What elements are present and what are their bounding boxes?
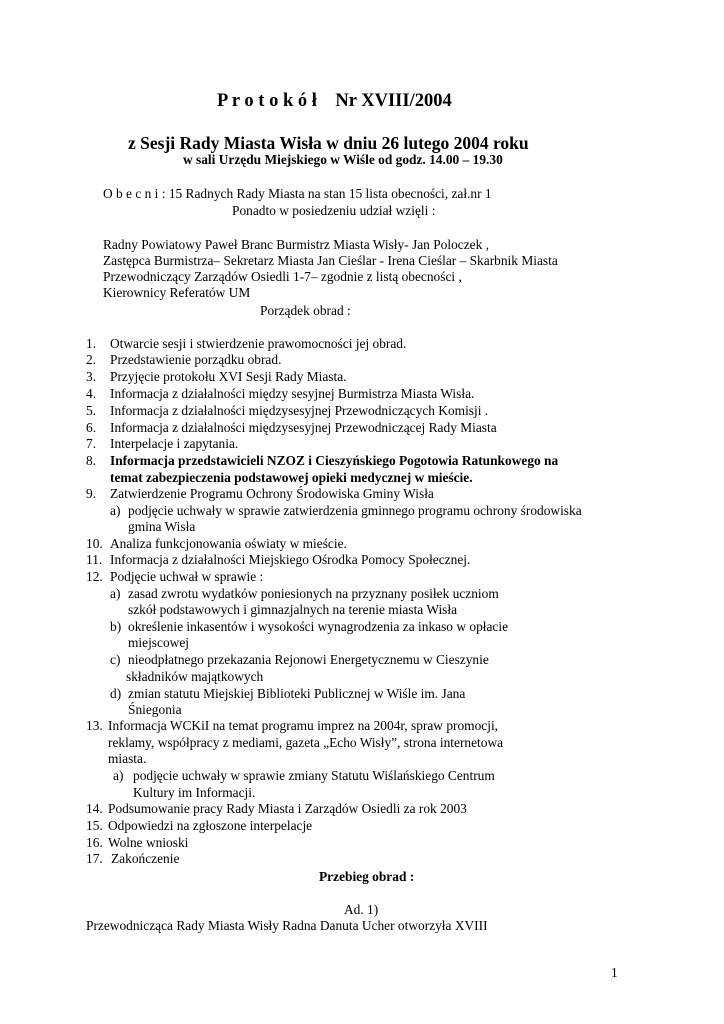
item-number: 7. <box>86 436 97 451</box>
document-title <box>217 90 452 112</box>
item-text: Informacja z działalności między sesyjnej Burmistrza Miasta Wisła. <box>110 386 475 401</box>
attendance-also: Ponadto w posiedzeniu udział wzięli : <box>232 203 436 218</box>
item-number: 1. <box>86 336 97 351</box>
item-text-continued: reklamy, współpracy z mediami, gazeta „Echo Wisły”, strona internetowa <box>108 735 504 750</box>
item-text: zasad zwrotu wydatków poniesionych na przyznany posiłek uczniom <box>128 586 499 601</box>
item-number: 9. <box>86 486 97 501</box>
item-number: 6. <box>86 420 97 435</box>
item-text: Odpowiedzi na zgłoszone interpelacje <box>108 818 313 833</box>
guest-line: Kierownicy Referatów UM <box>103 285 251 300</box>
page-number: 1 <box>611 965 618 980</box>
item-text-continued: Śniegonia <box>128 702 182 717</box>
item-number: 3. <box>86 369 97 384</box>
proceedings-text: Przewodnicząca Rady Miasta Wisły Radna Danuta Ucher otworzyła XVIII <box>86 918 488 933</box>
item-number: 12. <box>86 569 103 584</box>
item-number: c) <box>110 652 121 667</box>
item-text-continued: składników majątkowych <box>126 669 264 684</box>
item-text-continued: miejscowej <box>128 635 189 650</box>
item-text: Podjęcie uchwał w sprawie : <box>110 569 264 584</box>
attendance-present: O b e c n i : 15 Radnych Rady Miasta na stan 15 lista obecności, zał.nr 1 <box>103 186 492 201</box>
item-number: 13. <box>86 718 103 733</box>
item-number: a) <box>113 768 124 783</box>
item-text: Zakończenie <box>111 851 180 866</box>
item-text: nieodpłatnego przekazania Rejonowi Energetycznemu w Cieszynie <box>128 652 489 667</box>
guest-line: Zastępca Burmistrza– Sekretarz Miasta Jan Cieślar - Irena Cieślar – Skarbnik Miasta <box>103 253 558 268</box>
guest-line: Przewodniczący Zarządów Osiedli 1-7– zgodnie z listą obecności , <box>103 269 462 284</box>
item-number: 16. <box>86 835 103 850</box>
item-text-continued: temat zabezpieczenia podstawowej opieki medycznej w mieście. <box>110 470 473 485</box>
ad-label: Ad. 1) <box>344 902 379 917</box>
item-text-continued: Kultury im Informacji. <box>133 785 256 800</box>
item-text: Zatwierdzenie Programu Ochrony Środowiska Gminy Wisła <box>110 486 434 501</box>
item-text: Informacja z działalności międzysesyjnej Przewodniczącej Rady Miasta <box>110 420 497 435</box>
item-text: określenie inkasentów i wysokości wynagrodzenia za inkaso w opłacie <box>128 619 509 634</box>
item-number: 14. <box>86 801 103 816</box>
item-number: a) <box>110 503 121 518</box>
item-text: Interpelacje i zapytania. <box>110 436 239 451</box>
item-number: d) <box>110 686 122 701</box>
item-text: Informacja z działalności Miejskiego Ośrodka Pomocy Społecznej. <box>110 552 471 567</box>
item-number: b) <box>110 619 122 634</box>
item-text: Informacja przedstawicieli NZOZ i Cieszyńskiego Pogotowia Ratunkowego na <box>110 453 559 468</box>
item-text: Otwarcie sesji i stwierdzenie prawomocności jej obrad. <box>110 336 407 351</box>
item-number: 5. <box>86 403 97 418</box>
item-text-continued: szkół podstawowych i gimnazjalnych na terenie miasta Wisła <box>128 602 458 617</box>
guest-line: Radny Powiatowy Paweł Branc Burmistrz Miasta Wisły- Jan Poloczek , <box>103 237 489 252</box>
item-text: Przedstawienie porządku obrad. <box>110 352 282 367</box>
item-number: 4. <box>86 386 97 401</box>
item-text: Podsumowanie pracy Rady Miasta i Zarządów Osiedli za rok 2003 <box>108 801 467 816</box>
agenda-heading: Porządek obrad : <box>260 303 351 318</box>
item-number: 2. <box>86 352 97 367</box>
item-number: 10. <box>86 536 103 551</box>
item-number: a) <box>110 586 121 601</box>
title-word: P r o t o k ó ł <box>217 91 317 111</box>
proceedings-heading: Przebieg obrad : <box>319 869 415 884</box>
item-text-continued: gmina Wisła <box>128 519 196 534</box>
item-text: Informacja z działalności międzysesyjnej Przewodniczących Komisji . <box>110 403 489 418</box>
session-location: w sali Urzędu Miejskiego w Wiśle od godz. 14.00 – 19.30 <box>183 152 503 167</box>
item-text: zmian statutu Miejskiej Biblioteki Publicznej w Wiśle im. Jana <box>128 686 466 701</box>
item-text: podjęcie uchwały w sprawie zatwierdzenia gminnego programu ochrony środowiska <box>128 503 582 518</box>
document-subtitle: z Sesji Rady Miasta Wisła w dniu 26 lutego 2004 roku <box>128 133 529 153</box>
item-number: 8. <box>86 453 97 468</box>
item-text: podjęcie uchwały w sprawie zmiany Statutu Wiślańskiego Centrum <box>133 768 495 783</box>
item-text: Analiza funkcjonowania oświaty w mieście. <box>110 536 347 551</box>
item-text: Wolne wnioski <box>108 835 189 850</box>
item-number: 17. <box>86 851 103 866</box>
item-number: 15. <box>86 818 103 833</box>
title-number: Nr XVIII/2004 <box>335 91 452 111</box>
item-text: Przyjęcie protokołu XVI Sesji Rady Miasta. <box>110 369 347 384</box>
item-number: 11. <box>86 552 103 567</box>
item-text: Informacja WCKiI na temat programu imprez na 2004r, spraw promocji, <box>108 718 499 733</box>
item-text-continued: miasta. <box>108 751 147 766</box>
